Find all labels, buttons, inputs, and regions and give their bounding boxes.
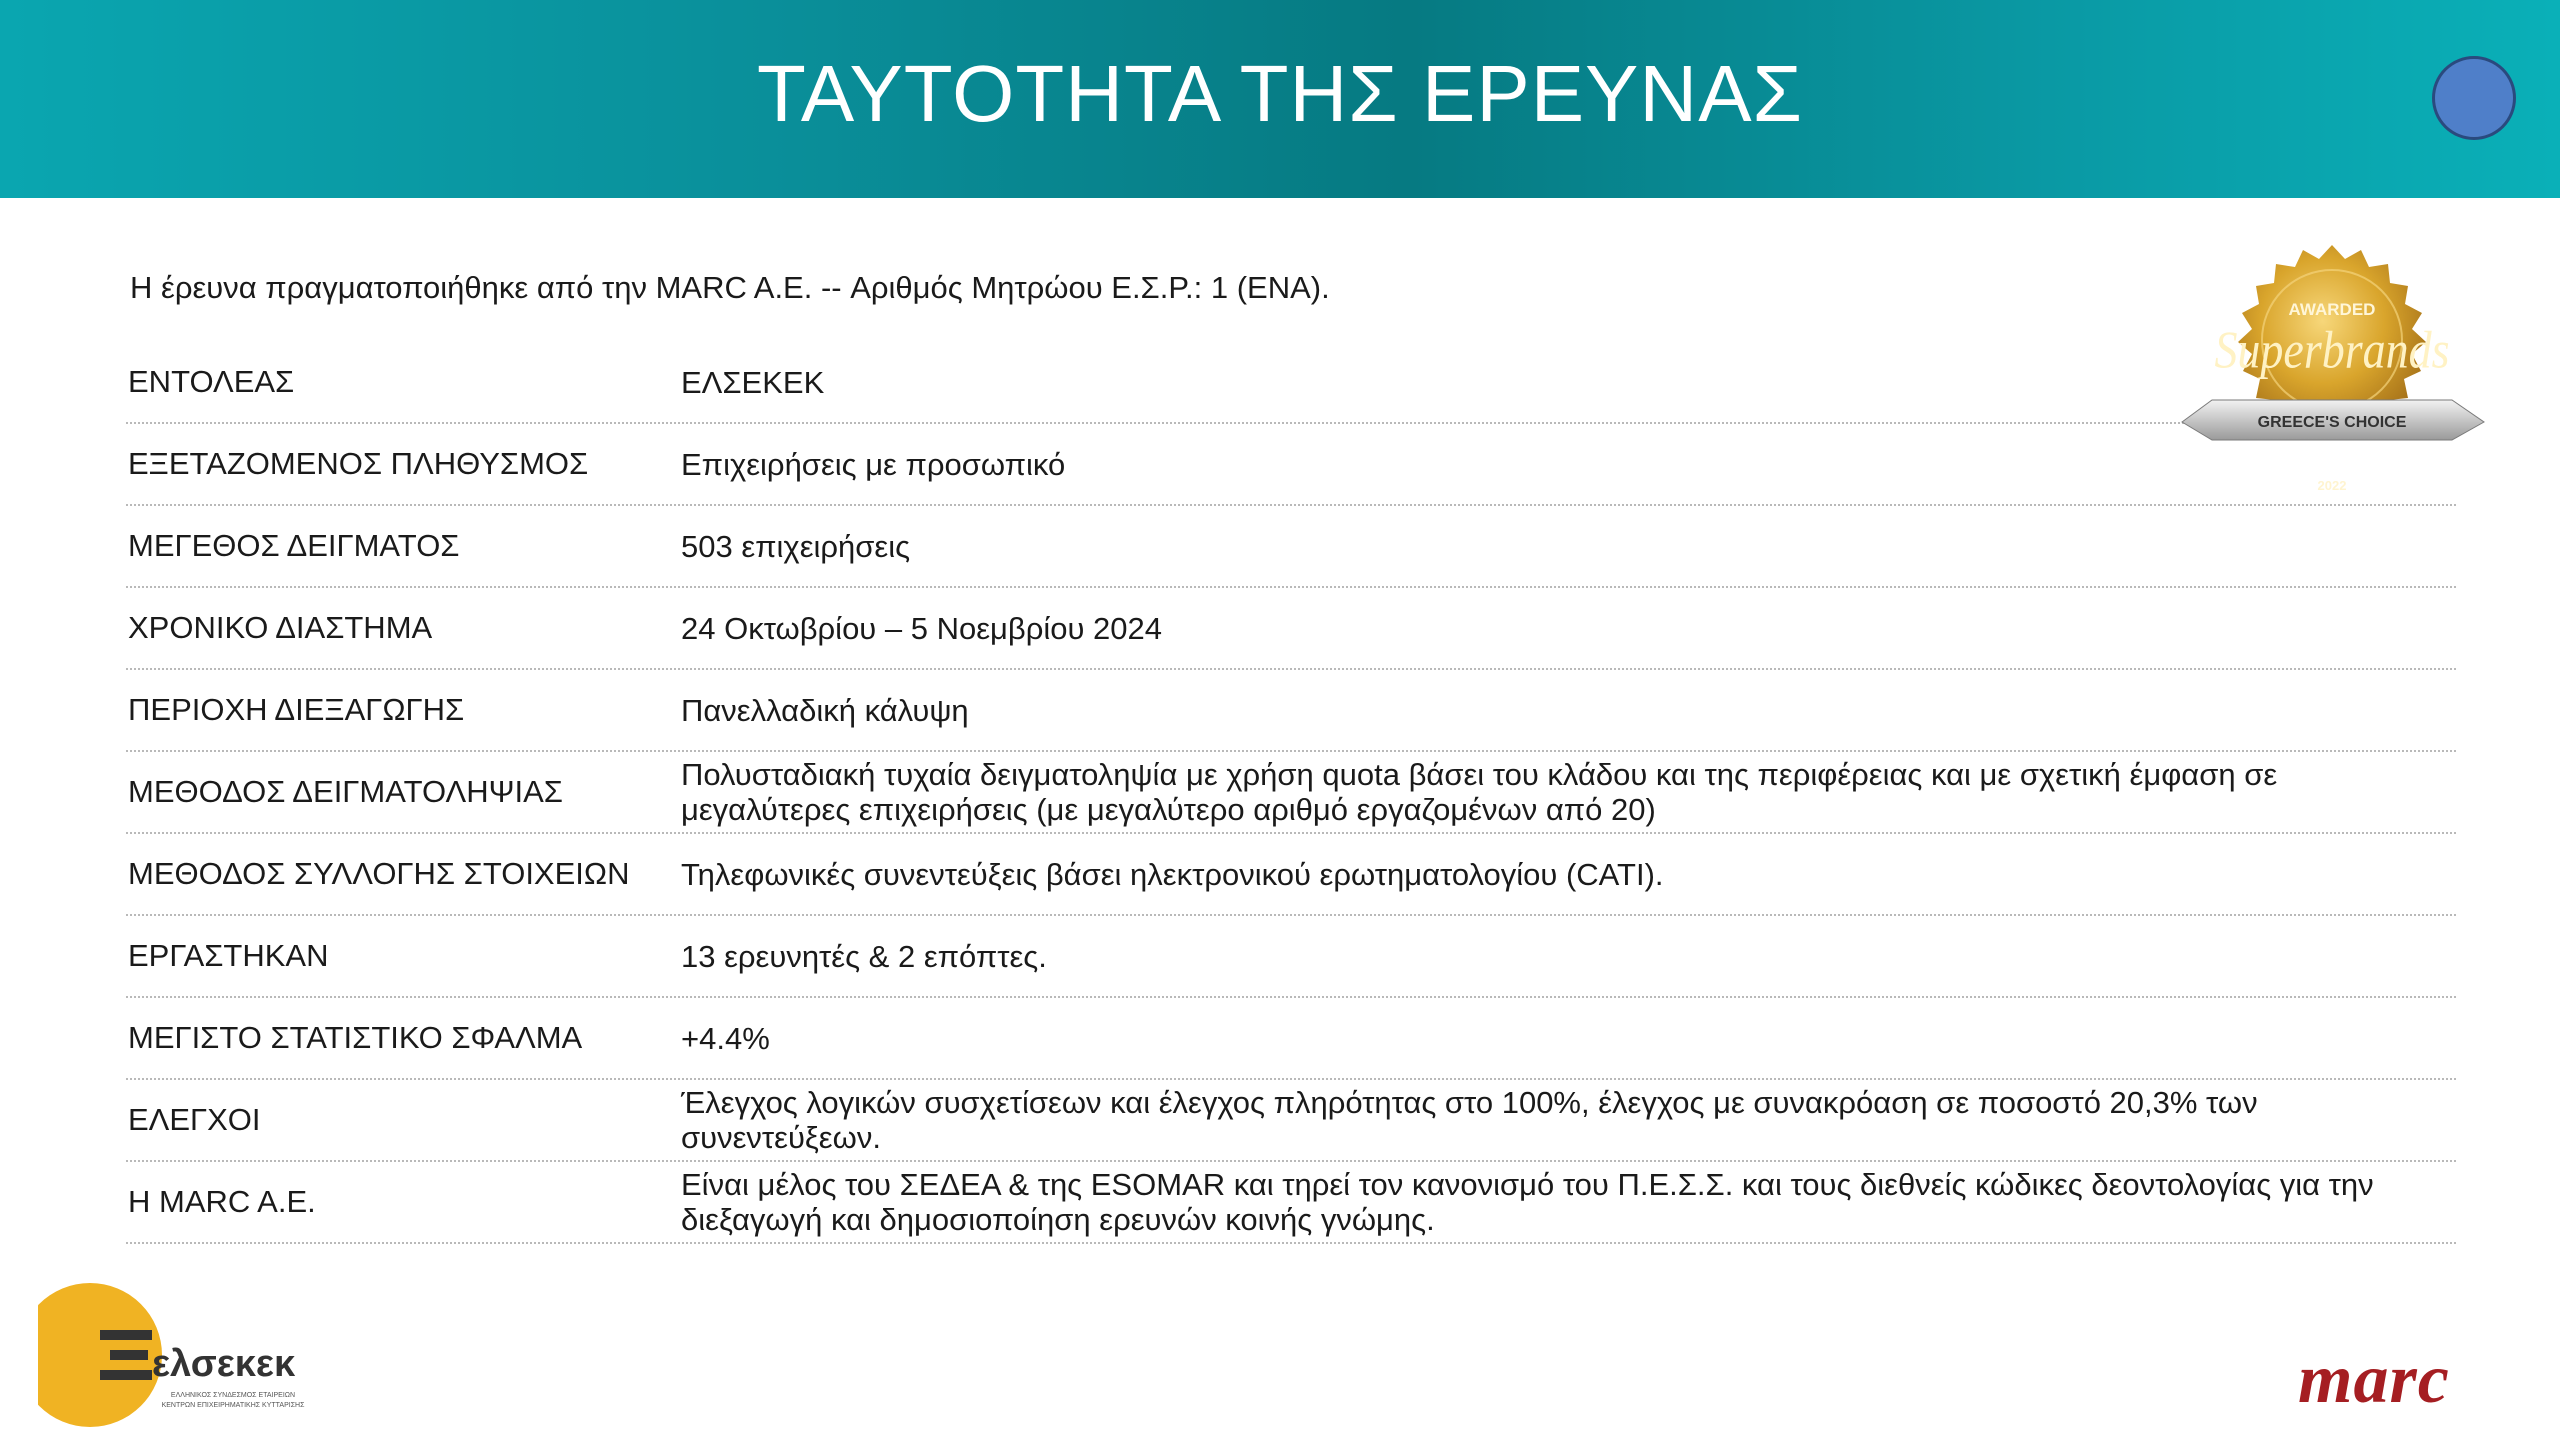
blue-dot-icon — [2432, 56, 2516, 140]
badge-ribbon-text: GREECE'S CHOICE — [2257, 414, 2407, 431]
row-value: Επιχειρήσεις με προσωπικό — [681, 446, 1066, 482]
table-row — [126, 998, 2456, 1080]
row-label: ΜΕΓΕΘΟΣ ΔΕΙΓΜΑΤΟΣ — [128, 528, 460, 563]
row-label: Η MARC A.E. — [128, 1184, 316, 1219]
elsekek-subtitle-1: ΕΛΛΗΝΙΚΟΣ ΣΥΝΔΕΣΜΟΣ ΕΤΑΙΡΕΙΩΝ — [170, 1392, 296, 1399]
badge-awarded: AWARDED — [2288, 300, 2376, 319]
row-label: ΕΝΤΟΛΕΑΣ — [128, 364, 295, 399]
table-row — [126, 834, 2456, 916]
row-value: Τηλεφωνικές συνεντεύξεις βάσει ηλεκτρονικού ερωτηματολογίου (CATI). — [681, 856, 1664, 892]
table-row — [126, 342, 2456, 424]
table-row — [126, 588, 2456, 670]
marc-logo: marc — [2298, 1341, 2450, 1418]
survey-info-table — [126, 342, 2456, 1244]
badge-brand: Superbrands — [2214, 320, 2450, 380]
row-value: Πανελλαδική κάλυψη — [681, 692, 969, 728]
table-row — [126, 670, 2456, 752]
row-label: ΕΡΓΑΣΤΗΚΑΝ — [128, 938, 329, 973]
row-label: ΠΕΡΙΟΧΗ ΔΙΕΞΑΓΩΓΗΣ — [128, 692, 465, 727]
elsekek-subtitle-2: ΚΕΝΤΡΩΝ ΕΠΙΧΕΙΡΗΜΑΤΙΚΗΣ ΚΥΤΤΑΡΙΣΗΣ — [161, 1402, 305, 1409]
elsekek-name: ελσεκεκ — [152, 1343, 296, 1385]
row-label: ΕΞΕΤΑΖΟΜΕΝΟΣ ΠΛΗΘΥΣΜΟΣ — [128, 446, 589, 481]
row-label: ΕΛΕΓΧΟΙ — [128, 1102, 261, 1137]
row-value: 503 επιχειρήσεις — [681, 528, 911, 564]
table-row — [126, 424, 2456, 506]
intro-text: Η έρευνα πραγματοποιήθηκε από την MARC A.E. -- Αριθμός Μητρώου Ε.Σ.Ρ.: 1 (ΕΝΑ). — [130, 270, 1330, 305]
page-title: ΤΑΥΤΟΤΗΤΑ ΤΗΣ ΕΡΕΥΝΑΣ — [757, 49, 1803, 138]
table-row — [126, 1080, 2456, 1162]
row-label: ΜΕΘΟΔΟΣ ΔΕΙΓΜΑΤΟΛΗΨΙΑΣ — [128, 774, 563, 809]
table-row — [126, 506, 2456, 588]
header-banner — [0, 0, 2560, 198]
badge-year: 2022 — [2317, 478, 2347, 493]
row-value: +4.4% — [681, 1020, 770, 1056]
table-row — [126, 916, 2456, 998]
table-row — [126, 1162, 2456, 1244]
elsekek-logo-icon — [38, 1280, 338, 1430]
row-label: ΜΕΘΟΔΟΣ ΣΥΛΛΟΓΗΣ ΣΤΟΙΧΕΙΩΝ — [128, 856, 630, 891]
row-value: 13 ερευνητές & 2 επόπτες. — [681, 938, 1047, 974]
table-row — [126, 752, 2456, 834]
superbrands-badge-icon — [2172, 240, 2492, 540]
row-label: ΧΡΟΝΙΚΟ ΔΙΑΣΤΗΜΑ — [128, 610, 433, 645]
row-value: ΕΛΣΕΚΕΚ — [681, 364, 825, 400]
row-value: Είναι μέλος του ΣΕΔΕΑ & της ESOMAR και τηρεί τον κανονισμό του Π.Ε.Σ.Σ. και τους διεθνείς κώδικες δεοντολογίας για την διεξαγωγή και δημοσιοποίηση ερευνών κοινής γνώμης. — [681, 1167, 2374, 1237]
row-value: Έλεγχος λογικών συσχετίσεων και έλεγχος πληρότητας στο 100%, έλεγχος με συνακρόαση σε ποσοστό 20,3% των συνεντεύξεων. — [681, 1085, 2258, 1155]
row-label: ΜΕΓΙΣΤΟ ΣΤΑΤΙΣΤΙΚΟ ΣΦΑΛΜΑ — [128, 1020, 583, 1055]
row-value: 24 Οκτωβρίου – 5 Νοεμβρίου 2024 — [681, 610, 1163, 646]
row-value: Πολυσταδιακή τυχαία δειγματοληψία με χρήση quota βάσει του κλάδου και της περιφέρειας και με σχετική έμφαση σε μεγαλύτερες επιχειρήσεις (με μεγαλύτερο αριθμό εργαζομένων από 20) — [681, 757, 2278, 827]
